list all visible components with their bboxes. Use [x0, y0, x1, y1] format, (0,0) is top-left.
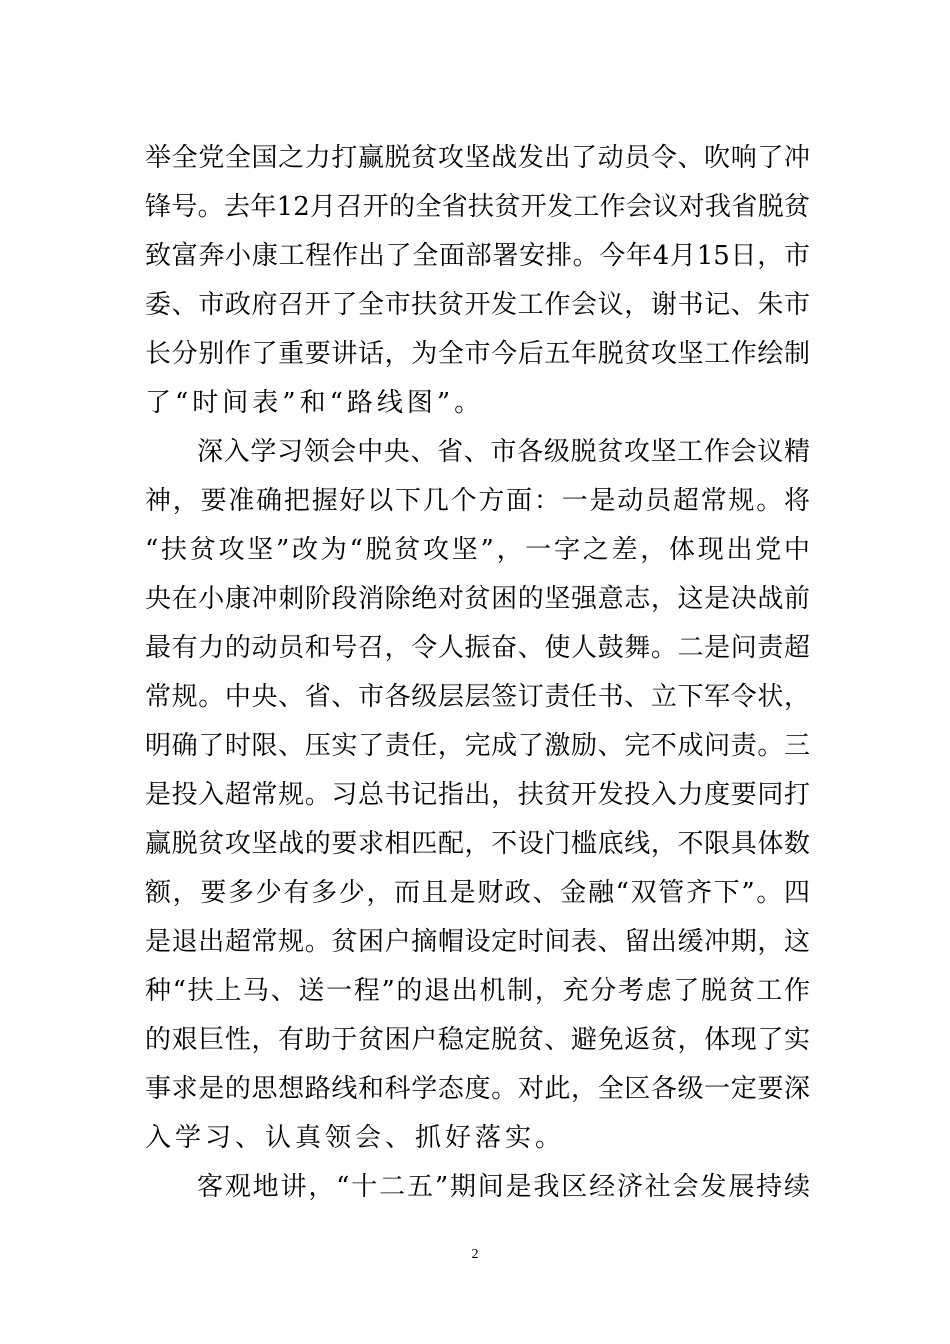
text-line: 锋号。去年12月召开的全省扶贫开发工作会议对我省脱贫 — [145, 192, 810, 222]
paragraph-first-line: 深入学习领会中央、省、市各级脱贫攻坚工作会议精 — [197, 437, 810, 467]
text-line: 委、市政府召开了全市扶贫开发工作会议，谢书记、朱市 — [145, 290, 810, 320]
text-line: 入学习、认真领会、抓好落实。 — [145, 1123, 566, 1153]
text-line: 种“扶上马、送一程”的退出机制，充分考虑了脱贫工作 — [145, 976, 810, 1006]
text-line: 的艰巨性，有助于贫困户稳定脱贫、避免返贫，体现了实 — [145, 1025, 810, 1055]
text-line: 央在小康冲刺阶段消除绝对贫困的坚强意志，这是决战前 — [145, 584, 810, 614]
text-line: 赢脱贫攻坚战的要求相匹配，不设门槛底线，不限具体数 — [145, 829, 810, 859]
text-line: “扶贫攻坚”改为“脱贫攻坚”，一字之差，体现出党中 — [145, 535, 810, 565]
text-line: 长分别作了重要讲话，为全市今后五年脱贫攻坚工作绘制 — [145, 339, 810, 369]
text-line: 举全党全国之力打赢脱贫攻坚战发出了动员令、吹响了冲 — [145, 143, 810, 173]
text-line: 是退出超常规。贫困户摘帽设定时间表、留出缓冲期，这 — [145, 927, 810, 957]
text-line: 明确了时限、压实了责任，完成了激励、完不成问责。三 — [145, 731, 810, 761]
text-line: 最有力的动员和号召，令人振奋、使人鼓舞。二是问责超 — [145, 633, 810, 663]
page-number: 2 — [471, 1247, 479, 1262]
paragraph-first-line: 客观地讲，“十二五”期间是我区经济社会发展持续 — [197, 1172, 810, 1202]
text-line: 是投入超常规。习总书记指出，扶贫开发投入力度要同打 — [145, 780, 810, 810]
text-line: 事求是的思想路线和科学态度。对此，全区各级一定要深 — [145, 1074, 810, 1104]
text-line: 常规。中央、省、市各级层层签订责任书、立下军令状， — [145, 682, 810, 712]
text-line: 额，要多少有多少，而且是财政、金融“双管齐下”。四 — [145, 878, 810, 908]
text-line: 致富奔小康工程作出了全面部署安排。今年4月15日，市 — [145, 241, 810, 271]
text-line: 了“时间表”和“路线图”。 — [145, 388, 485, 418]
text-line: 神，要准确把握好以下几个方面：一是动员超常规。将 — [145, 486, 810, 516]
